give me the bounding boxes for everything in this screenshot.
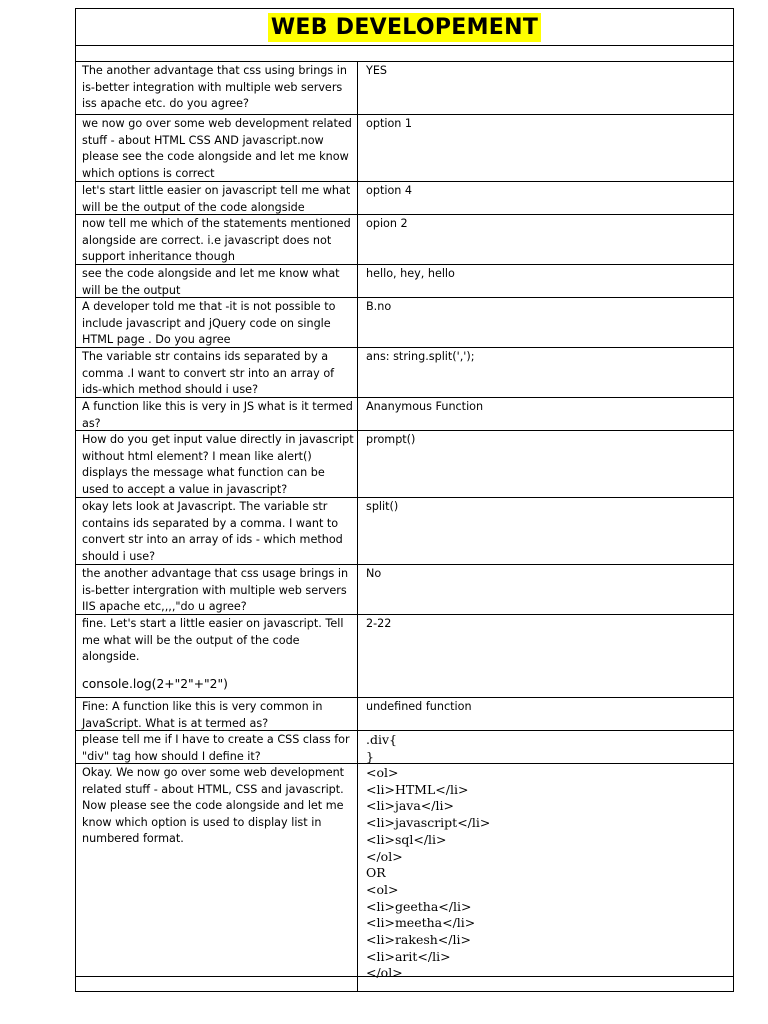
question-cell: Okay. We now go over some web development related stuff - about HTML, CSS and javascript. Now please see the code alongside and let me know which option is used to display list in numbered format.	[76, 764, 358, 976]
question-cell: okay lets look at Javascript. The variable str contains ids separated by a comma. I want to convert str into an array of ids - which method should i use?	[76, 498, 358, 564]
table-row	[76, 348, 733, 398]
answer-cell: .div{ }	[366, 732, 397, 764]
table-row	[76, 431, 733, 498]
question-code: console.log(2+"2"+"2")	[82, 676, 228, 691]
title-row	[76, 9, 733, 46]
question-cell: let's start little easier on javascript tell me what will be the output of the code alongside	[76, 182, 358, 214]
answer-cell: 2-22	[366, 617, 392, 630]
answer-cell: ans: string.split(',');	[366, 350, 475, 363]
table-row	[76, 565, 733, 615]
document-table	[75, 8, 734, 992]
table-row	[76, 265, 733, 298]
table-row	[76, 977, 733, 991]
blank-row	[76, 46, 733, 62]
table-row	[76, 62, 733, 115]
answer-cell: split()	[366, 500, 399, 513]
answer-cell: No	[366, 567, 382, 580]
table-row	[76, 698, 733, 731]
table-row	[76, 731, 733, 764]
question-cell: The variable str contains ids separated by a comma .I want to convert str into an array of ids-which method should i use?	[76, 348, 358, 397]
table-row	[76, 398, 733, 431]
question-cell: see the code alongside and let me know what will be the output	[76, 265, 358, 297]
answer-cell: Ananymous Function	[366, 400, 484, 413]
document-title: WEB DEVELOPEMENT	[268, 13, 541, 42]
question-cell: the another advantage that css usage brings in is-better intergration with multiple web servers IIS apache etc,,,,"do u agree?	[76, 565, 358, 614]
table-row	[76, 182, 733, 215]
answer-cell: prompt()	[366, 433, 416, 446]
question-cell: we now go over some web development related stuff - about HTML CSS AND javascript.now please see the code alongside and let me know which options is correct	[76, 115, 358, 181]
question-cell: A developer told me that -it is not possible to include javascript and jQuery code on single HTML page . Do you agree	[76, 298, 358, 347]
table-row	[76, 115, 733, 182]
answer-cell	[359, 977, 733, 991]
question-cell	[76, 977, 358, 991]
question-text: fine. Let's start a little easier on javascript. Tell me what will be the output of the code alongside.	[82, 617, 344, 663]
question-cell: please tell me if I have to create a CSS class for "div" tag how should I define it?	[76, 731, 358, 763]
answer-cell: option 4	[366, 184, 413, 197]
answer-cell: opion 2	[366, 217, 408, 230]
answer-cell: B.no	[366, 300, 392, 313]
answer-cell: undefined function	[366, 700, 472, 713]
table-row	[76, 764, 733, 981]
answer-cell: hello, hey, hello	[366, 267, 455, 280]
question-cell: now tell me which of the statements mentioned alongside are correct. i.e javascript does not support inheritance though	[76, 215, 358, 264]
answer-cell: option 1	[366, 117, 413, 130]
question-cell: The another advantage that css using brings in is-better integration with multiple web servers iss apache etc. do you agree?	[76, 62, 358, 114]
answer-cell: <ol> <li>HTML</li> <li>java</li> <li>javascript</li> <li>sql</li> </ol> OR <ol> <li>geetha</li> <li>meetha</li> <li>rakesh</li> <li>arit</li> </ol>	[366, 765, 491, 981]
table-row	[76, 498, 733, 565]
question-cell: How do you get input value directly in javascript without html element? I mean like alert() displays the message what function can be used to accept a value in javascript?	[76, 431, 358, 497]
question-cell: Fine: A function like this is very common in JavaScript. What is at termed as?	[76, 698, 358, 730]
table-row	[76, 615, 733, 698]
table-row	[76, 215, 733, 265]
question-cell: A function like this is very in JS what is it termed as?	[76, 398, 358, 430]
question-cell	[76, 615, 358, 697]
table-row	[76, 298, 733, 348]
answer-cell: YES	[366, 64, 388, 77]
